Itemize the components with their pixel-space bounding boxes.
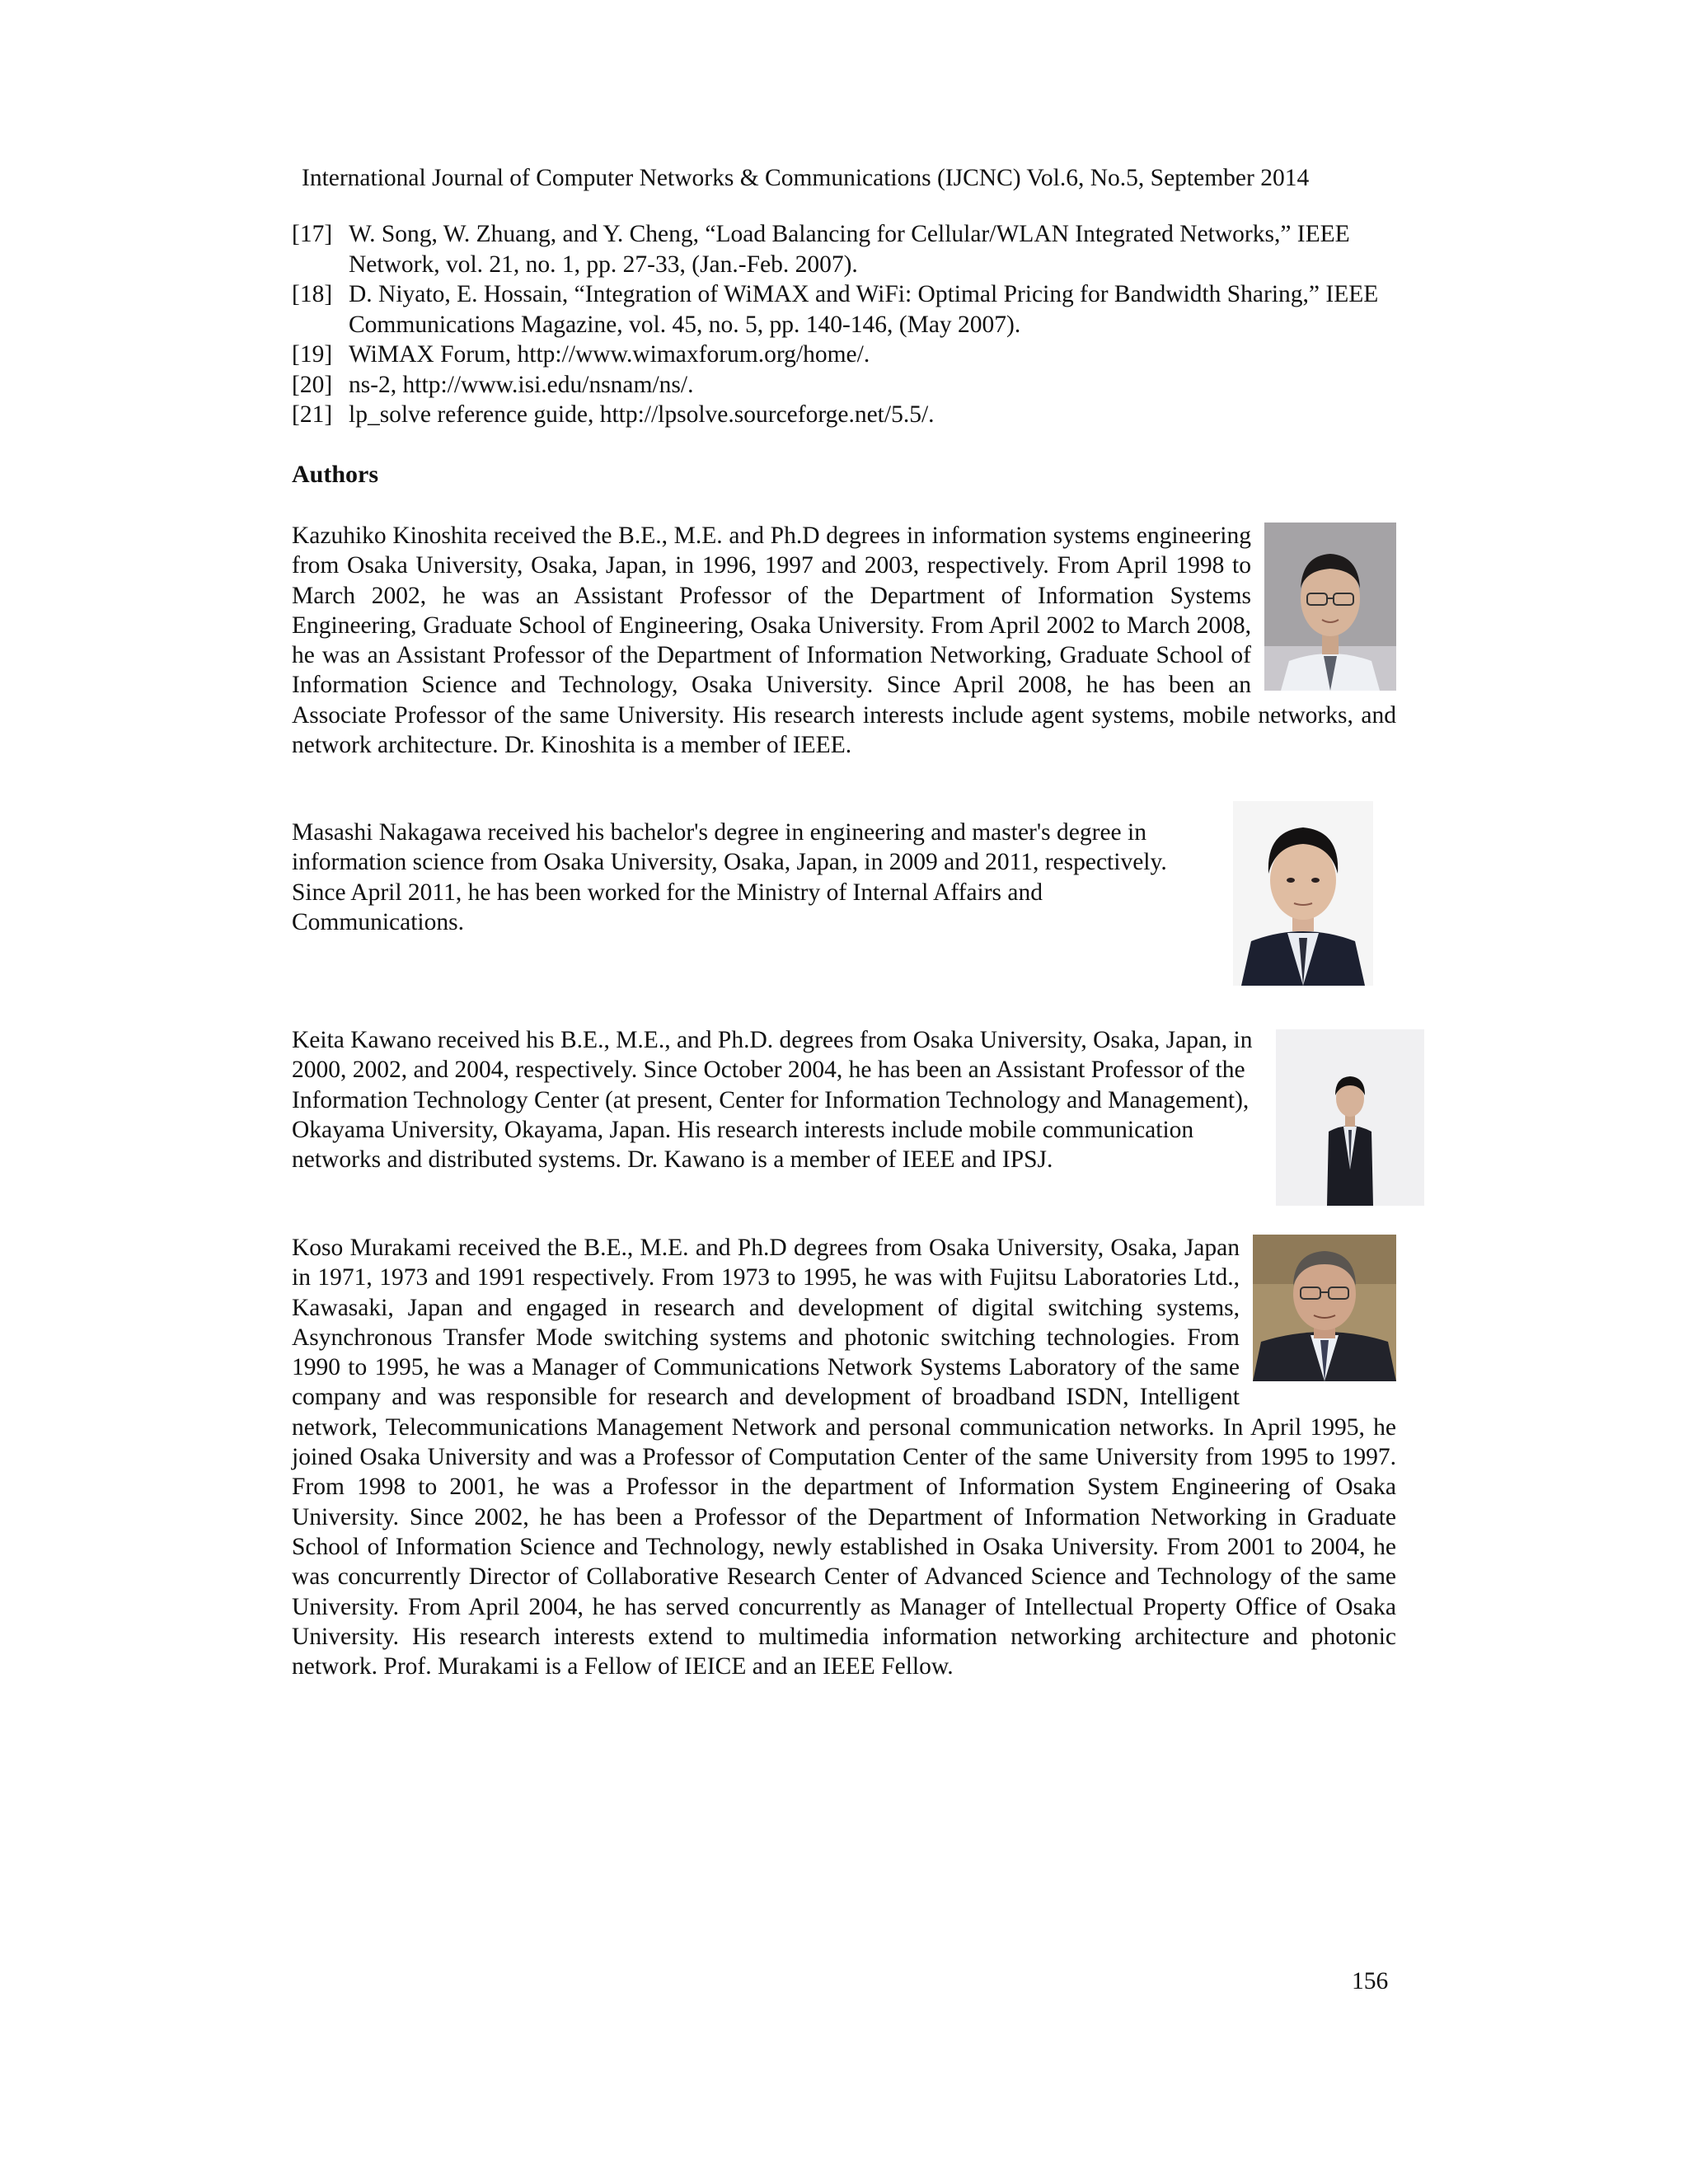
reference-item [292, 400, 1396, 430]
running-header: International Journal of Computer Networks & Communications (IJCNC) Vol.6, No.5, September 2014 [302, 165, 1310, 191]
reference-item [292, 370, 1396, 401]
author-bio-nakagawa [292, 818, 1396, 989]
author-bio-kinoshita [292, 521, 1396, 760]
reference-text: lp_solve reference guide, http://lpsolve.sourceforge.net/5.5/. [349, 401, 935, 428]
reference-text: ns-2, http://www.isi.edu/nsnam/ns/. [349, 371, 694, 398]
author-photo-kawano [1276, 1029, 1424, 1206]
reference-number: [17] [292, 221, 333, 247]
reference-item [292, 219, 1396, 279]
reference-item [292, 279, 1396, 340]
author-bio-murakami [292, 1233, 1396, 1681]
reference-number: [21] [292, 401, 333, 428]
reference-number: [18] [292, 281, 333, 307]
reference-text: WiMAX Forum, http://www.wimaxforum.org/home/. [349, 341, 870, 368]
author-photo-nakagawa [1233, 801, 1373, 986]
author-bio-text: Koso Murakami received the B.E., M.E. and Ph.D degrees from Osaka University, Osaka, Japan in 1971, 1973 and 1991 respectively. From 1973 to 1995, he was with Fujitsu Laboratories Ltd., Kawasaki, Japan and engaged in research and development of digital switching systems, Asynchronous Transfer Mode switching systems and photonic switching technologies. From 1990 to 1995, he was a Manager of Communications Network Systems Laboratory of the same company and was responsible for research and development of broadband ISDN, Intelligent network, Telecommunications Management Network and personal communication networks. In April 1995, he joined Osaka University and was a Professor of Computation Center of the same University from 1995 to 1997. From 1998 to 2001, he was a Professor in the department of Information System Engineering of Osaka University. Since 2002, he has been a Professor of the Department of Information Networking in Graduate School of Information Science and Technology, newly established in Osaka University. From 2001 to 2004, he was concurrently Director of Collaborative Research Center of Advanced Science and Technology of the same University. From April 2004, he has served concurrently as Manager of Intellectual Property Office of Osaka University. His research interests extend to multimedia information networking architecture and photonic network. Prof. Murakami is a Fellow of IEICE and an IEEE Fellow. [292, 1235, 1396, 1680]
reference-text: D. Niyato, E. Hossain, “Integration of WiMAX and WiFi: Optimal Pricing for Bandwidth Sharing,” IEEE Communications Magazine, vol. 45, no. 5, pp. 140-146, (May 2007). [349, 281, 1379, 338]
reference-item [292, 340, 1396, 370]
author-bio-kawano [292, 1025, 1396, 1209]
reference-number: [20] [292, 371, 333, 398]
page-number: 156 [1352, 1968, 1389, 1994]
author-photo-kinoshita [1264, 523, 1396, 691]
reference-text: W. Song, W. Zhuang, and Y. Cheng, “Load Balancing for Cellular/WLAN Integrated Networks,” IEEE Network, vol. 21, no. 1, pp. 27-33, (Jan.-Feb. 2007). [349, 221, 1350, 278]
author-bio-text: Kazuhiko Kinoshita received the B.E., M.E. and Ph.D degrees in information systems engineering from Osaka University, Osaka, Japan, in 1996, 1997 and 2003, respectively. From April 1998 to March 2002, he was an Assistant Professor of the Department of Information Systems Engineering, Graduate School of Engineering, Osaka University. From April 2002 to March 2008, he was an Assistant Professor of the Department of Information Networking, Graduate School of Information Science and Technology, Osaka University. Since April 2008, he has been an Associate Professor of the same University. His research interests include agent systems, mobile networks, and network architecture. Dr. Kinoshita is a member of IEEE. [292, 523, 1396, 759]
authors-heading: Authors [292, 461, 379, 488]
reference-number: [19] [292, 341, 333, 368]
author-bio-text: Keita Kawano received his B.E., M.E., and Ph.D. degrees from Osaka University, Osaka, Japan, in 2000, 2002, and 2004, respectively. Since October 2004, he has been an Assistant Professor of the Information Technology Center (at present, Center for Information Technology and Management), Okayama University, Okayama, Japan. His research interests include mobile communication networks and distributed systems. Dr. Kawano is a member of IEEE and IPSJ. [292, 1027, 1253, 1174]
author-photo-murakami [1253, 1235, 1396, 1381]
reference-list [292, 219, 1396, 430]
author-bio-text: Masashi Nakagawa received his bachelor's degree in engineering and master's degree in information science from Osaka University, Osaka, Japan, in 2009 and 2011, respectively. Since April 2011, he has been worked for the Ministry of Internal Affairs and Communications. [292, 819, 1167, 935]
